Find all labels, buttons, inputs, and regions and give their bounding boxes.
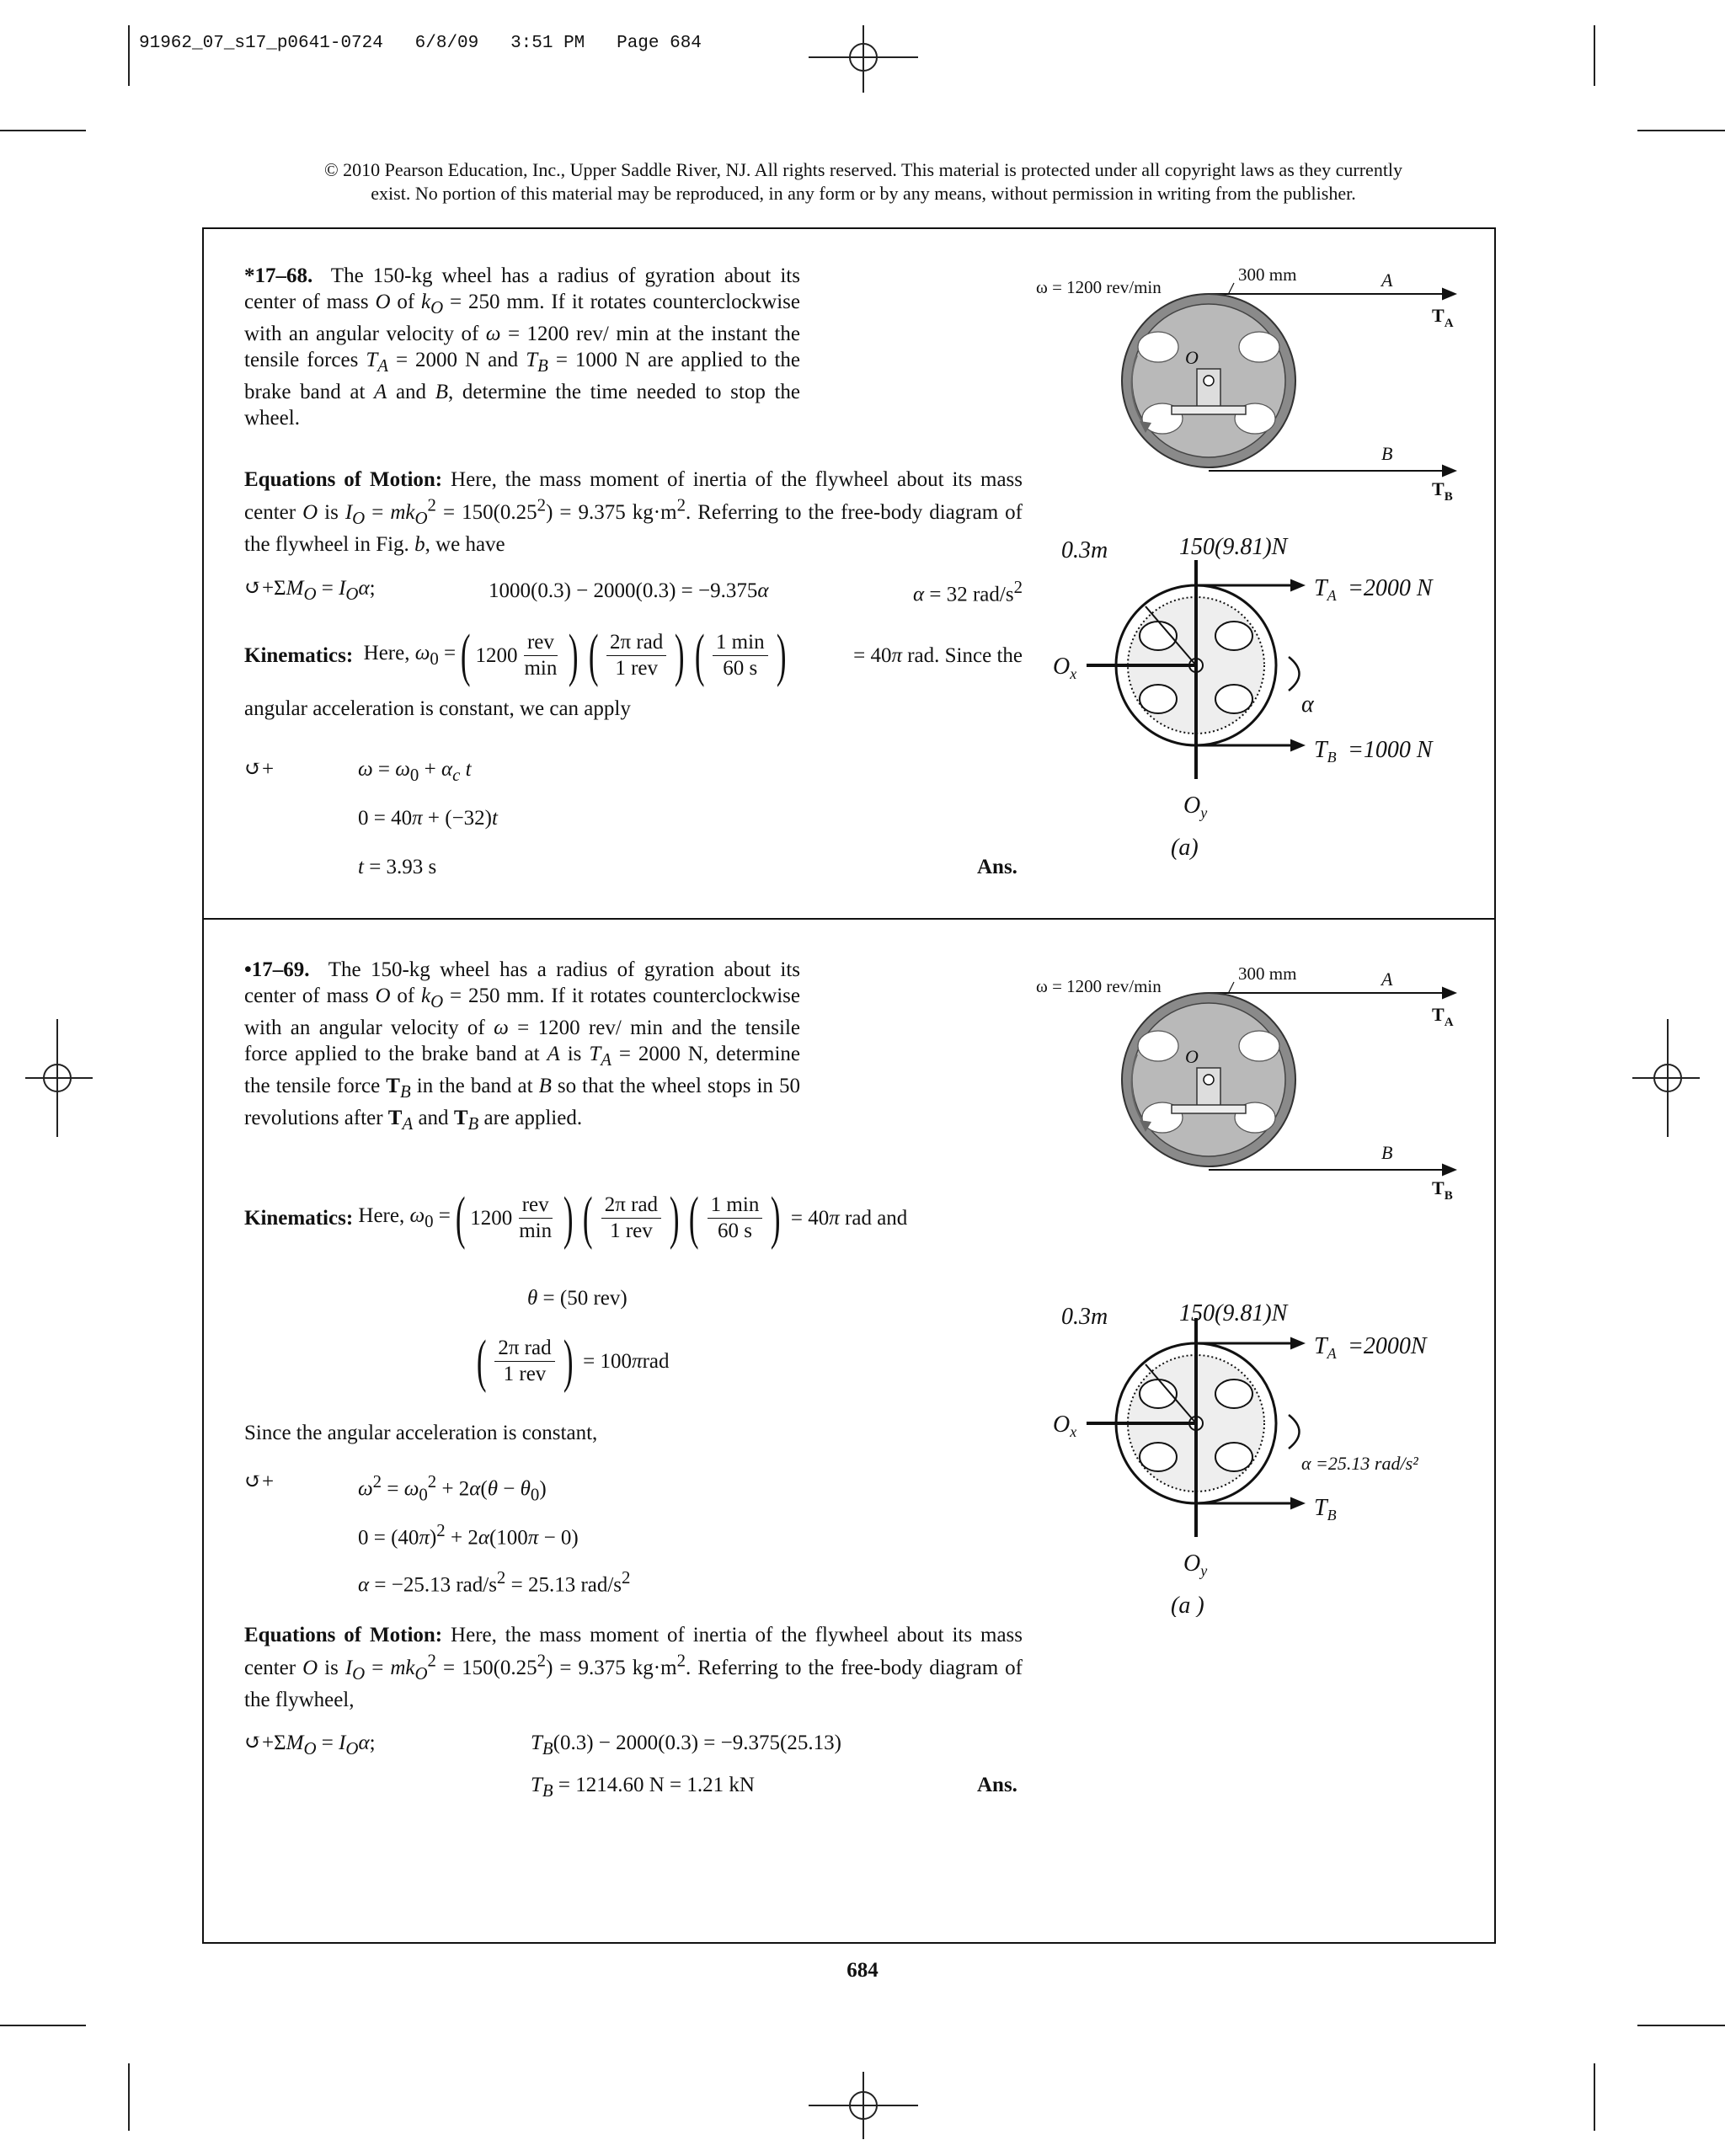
point-b-label: B: [1381, 1142, 1393, 1163]
crop-mark: [128, 2063, 130, 2131]
center-pin: [1204, 376, 1214, 386]
kinematic-eq1-68: $\omega = \omega_0 + \alpha_c$ t: [358, 758, 472, 785]
fbd-ta-value: =2000N: [1348, 1333, 1427, 1359]
crop-mark: [1594, 2063, 1595, 2131]
fbd-ta-symbol: $T_A$: [1314, 1333, 1337, 1362]
fbd-ta-arrowhead: [1290, 579, 1306, 592]
registration-mark-bottom: [809, 2072, 918, 2139]
answer-label-68: Ans.: [977, 856, 1017, 878]
crop-mark: [128, 25, 130, 86]
omega-label: ω = 1200 rev/min: [1036, 976, 1162, 996]
theta-conversion-69: ( $\frac{\text{2π rad}}{\text{1 rev}}$ ) = 100πrad: [476, 1328, 670, 1394]
fbd-weight-label: 150(9.81)N: [1179, 1300, 1288, 1326]
fbd-tb-symbol: $T_B$: [1314, 737, 1337, 766]
fraction-2pi-rev: $\frac{\text{2π rad}}{\text{1 rev}}$: [494, 1336, 554, 1387]
fbd-tb-symbol: $T_B$: [1314, 1495, 1337, 1524]
tension-a-label: $T_A$: [1432, 1004, 1454, 1029]
dimension-leader: [1228, 283, 1234, 295]
kinematics-label: Kinematics:: [244, 1207, 354, 1230]
fbd-figure-tag: (a): [1171, 835, 1199, 861]
dimension-300mm: 300 mm: [1238, 264, 1297, 285]
theta-line-69: θ = (50 rev): [527, 1287, 628, 1310]
moment-equation: 1000(0.3) − 2000(0.3) = −9.375α: [489, 579, 769, 603]
moment-result: α = 32 rad/$s^2$: [913, 577, 1023, 606]
crop-mark: [1594, 25, 1595, 86]
wheel-figure-container-68: [1036, 261, 1474, 505]
fbd-tb-value: =1000 N: [1348, 737, 1433, 763]
kinematics-prefix: Here, $\omega_0$ =: [358, 1203, 451, 1231]
fbd-container-68: [1053, 531, 1474, 876]
moment-result-69: $T_B = 1214.60$ N = 1.21 kN: [531, 1774, 755, 1801]
fbd-figure-tag: (a ): [1171, 1593, 1204, 1617]
free-body-diagram: [1053, 1297, 1474, 1617]
crop-mark: [0, 2025, 86, 2026]
wheel-cutout: [1239, 1031, 1279, 1061]
wheel-cutout: [1239, 332, 1279, 362]
tension-a-arrow: [1442, 288, 1457, 301]
answer-label-69: Ans.: [977, 1774, 1017, 1796]
bearing-base: [1172, 1105, 1246, 1113]
fbd-oy-label: $O_y$: [1183, 1550, 1208, 1579]
tension-b-label: $T_B$: [1432, 478, 1453, 504]
copyright-line-2: exist. No portion of this material may be reproduced, in any form or by any means, without permission in writing from the publisher.: [371, 183, 1356, 204]
fraction-2pi-rev: $\frac{\text{2π rad}}{\text{1 rev}}$: [601, 1193, 661, 1244]
kinematics-suffix: = 40π rad and: [790, 1207, 908, 1230]
fbd-cutout: [1215, 685, 1252, 713]
eom-label: Equations of Motion:: [244, 1624, 443, 1646]
tension-b-arrow: [1442, 465, 1457, 478]
fbd-weight-label: 150(9.81)N: [1179, 534, 1288, 560]
fbd-ta-value: =2000 N: [1348, 575, 1433, 601]
registration-mark-left: [25, 1019, 93, 1137]
wheel-cutout: [1138, 1031, 1178, 1061]
dimension-300mm: 300 mm: [1238, 963, 1297, 984]
fbd-radius-label: 0.3m: [1061, 1304, 1108, 1330]
problem-17-69-statement: [244, 957, 800, 1137]
kinematic-eq3-69: α = −25.13 rad/$s^2 = 25.13$ rad/$s^2$: [358, 1567, 631, 1597]
fbd-ox-label: $O_x$: [1053, 654, 1077, 682]
tension-b-arrow: [1442, 1164, 1457, 1177]
fbd-ta-symbol: $T_A$: [1314, 575, 1337, 604]
fraction-min-s: $\frac{1 \min}{60 s}$: [713, 630, 768, 681]
fbd-alpha-arc: [1289, 657, 1300, 691]
problem-divider: [202, 918, 1496, 920]
omega-label: ω = 1200 rev/min: [1036, 277, 1162, 297]
moment-equation-68: [244, 574, 1023, 607]
problem-number: •17–69.: [244, 958, 310, 981]
kinematic-eq2-68: 0 = 40π + (−32)t: [358, 807, 498, 830]
kinematics-label: Kinematics:: [244, 644, 354, 667]
wheel-diagram: [1036, 261, 1474, 505]
moment-equation-69: $T_B(0.3) - 2000(0.3) = -9.375(25.13)$: [531, 1732, 841, 1758]
fbd-cutout: [1140, 1443, 1177, 1471]
moment-label-69: $↺+\Sigma M_O = I_O\alpha$;: [244, 1732, 376, 1758]
copyright-notice: [168, 158, 1558, 205]
registration-mark-right: [1632, 1019, 1700, 1137]
crop-mark: [1637, 130, 1725, 131]
page-number: 684: [846, 1959, 879, 1982]
copyright-line-1: © 2010 Pearson Education, Inc., Upper Saddle River, NJ. All rights reserved. This material is protected under all copyright laws as they currently: [323, 159, 1403, 180]
tension-a-arrow: [1442, 987, 1457, 1000]
wheel-figure-container-69: [1036, 960, 1474, 1204]
kinematic-eq3-68: t = 3.93 s: [358, 856, 437, 878]
eom-text: Here, the mass moment of inertia of the flywheel about its mass center O is $I_O = mk_O^2 = 150(0.25^2) = 9.375$ $kg\cdot m^2$. Referring to the free-body diagram of the flywheel in Fig. b, we have: [244, 468, 1023, 557]
fbd-container-69: [1053, 1297, 1474, 1617]
fraction-2pi-rev: $\frac{\text{2π rad}}{\text{1 rev}}$: [606, 630, 666, 681]
wheel-diagram: [1036, 960, 1474, 1204]
fbd-cutout: [1215, 622, 1252, 650]
eom-paragraph-68: [244, 467, 1023, 558]
moment-label: $↺+\Sigma M_O = I_O\alpha$;: [244, 576, 376, 604]
sign-convention-68: ↺+: [244, 758, 275, 781]
print-slug: 91962_07_s17_p0641-0724 6/8/09 3:51 PM Page 684: [139, 34, 702, 53]
bearing-base: [1172, 406, 1246, 414]
crop-mark: [0, 130, 86, 131]
value-1200: 1200: [470, 1207, 513, 1230]
center-o-label: O: [1185, 1046, 1199, 1067]
kinematics-line-69: Kinematics: Here, $\omega_0$ = ( 1200 $\frac{\text{rev}}{\min}$ ) ( $\frac{\text{2π rad}}{\text{1 rev}}$ ) ( $\frac{1 \min}{60 s}$ ) = 40π rad and: [244, 1185, 908, 1251]
point-b-label: B: [1381, 443, 1393, 464]
crop-mark: [1637, 2025, 1725, 2026]
fbd-ox-label: $O_x$: [1053, 1412, 1077, 1440]
wheel-cutout: [1138, 332, 1178, 362]
fbd-oy-label: $O_y$: [1183, 792, 1208, 821]
tension-b-label: $T_B$: [1432, 1177, 1453, 1203]
fraction-rev-min: $\frac{\text{rev}}{\min}$: [524, 631, 558, 680]
fbd-tb-arrowhead: [1290, 739, 1306, 752]
center-o-label: O: [1185, 347, 1199, 368]
fraction-min-s: $\frac{1 \min}{60 s}$: [708, 1193, 763, 1244]
fbd-alpha-label: α =25.13 rad/s²: [1301, 1453, 1418, 1474]
fbd-cutout: [1215, 1443, 1252, 1471]
sign-convention-69: ↺+: [244, 1470, 275, 1493]
eom-label: Equations of Motion:: [244, 468, 443, 491]
kinematic-eq1-69: $\omega^2 = \omega_0^2 + 2\alpha(\theta - \theta_0)$: [358, 1471, 547, 1505]
point-a-label: A: [1381, 969, 1393, 990]
eom-paragraph-69: [244, 1622, 1023, 1713]
eom-text: Here, the mass moment of inertia of the flywheel about its mass center O is $I_O = mk_O^2 = 150(0.25^2) = 9.375$ $kg\cdot m^2$. Referring to the free-body diagram of the flywheel,: [244, 1624, 1023, 1712]
dimension-leader: [1228, 982, 1234, 994]
tension-a-label: $T_A$: [1432, 305, 1454, 330]
kinematic-eq2-69: $0 = (40\pi)^2 + 2\alpha(100\pi - 0)$: [358, 1520, 579, 1550]
kinematics-continued-68: angular acceleration is constant, we can apply: [244, 697, 631, 720]
center-pin: [1204, 1075, 1214, 1085]
free-body-diagram: [1053, 531, 1474, 876]
fbd-alpha-label: α: [1301, 691, 1314, 718]
registration-mark-top: [809, 25, 918, 93]
problem-number: *17–68.: [244, 264, 313, 287]
problem-text: The 150-kg wheel has a radius of gyration about its center of mass O of $k_O = 250$ mm. If it rotates counterclockwise with an angular velocity of ω = 1200 rev/ min at the instant the tensile forces $T_A = 2000$ N and $T_B = 1000$ N are applied to the brake band at A and B, determine the time needed to stop the wheel.: [244, 264, 801, 430]
since-text-69: Since the angular acceleration is constant,: [244, 1422, 598, 1444]
kinematics-prefix: Here, $\omega_0$ =: [363, 641, 457, 669]
fraction-rev-min: $\frac{\text{rev}}{\min}$: [519, 1193, 553, 1242]
point-a-label: A: [1381, 270, 1393, 291]
fbd-ta-arrowhead: [1290, 1337, 1306, 1350]
fbd-tb-arrowhead: [1290, 1497, 1306, 1510]
fbd-alpha-arc: [1289, 1415, 1300, 1449]
fbd-cutout: [1215, 1380, 1252, 1408]
fbd-radius-label: 0.3m: [1061, 537, 1108, 563]
problem-17-68-statement: [244, 263, 800, 431]
value-1200: 1200: [475, 644, 518, 667]
kinematics-line-68: Kinematics: Here, $\omega_0$ = ( 1200 $\frac{\text{rev}}{\min}$ ) ( $\frac{\text{2π rad}}{\text{1 rev}}$ ) ( $\frac{1 \min}{60 s}$ ) = 40π rad. Since the: [244, 622, 1023, 688]
kinematics-suffix: = 40π rad. Since the: [853, 644, 1023, 667]
fbd-cutout: [1140, 685, 1177, 713]
theta-result: = 100πrad: [583, 1350, 670, 1373]
problem-text: The 150-kg wheel has a radius of gyration about its center of mass O of $k_O = 250$ mm. If it rotates counterclockwise with an angular velocity of ω = 1200 rev/ min and the tensile force applied to the brake band at A is $T_A = 2000$ N, determine the tensile force $T_B$ in the band at B so that the wheel stops in 50 revolutions after $T_A$ and $T_B$ are applied.: [244, 958, 800, 1134]
